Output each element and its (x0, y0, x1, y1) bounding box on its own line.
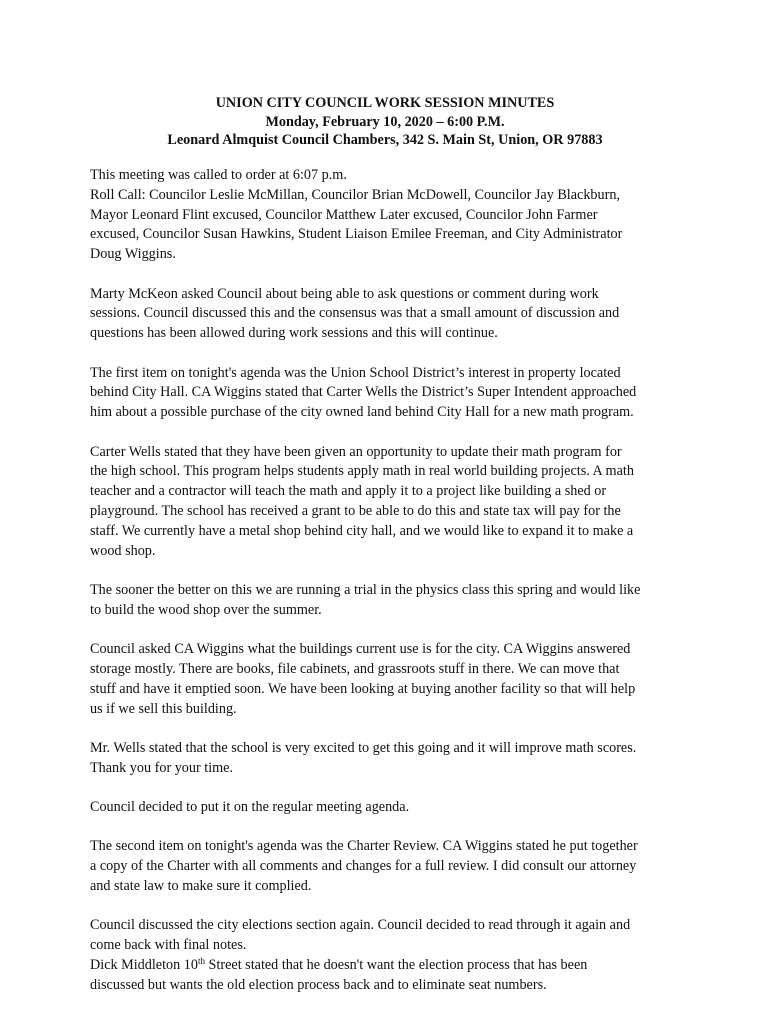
text-line: The second item on tonight's agenda was the Charter Review. CA Wiggins stated he put together (90, 838, 638, 855)
text-line: wood shop. (90, 542, 156, 559)
paragraph-first-item (90, 364, 690, 423)
text-line: The sooner the better on this we are running a trial in the physics class this spring and would like (90, 581, 641, 598)
middleton-text-start: Dick Middleton 10 (90, 957, 198, 974)
text-line: Thank you for your time. (90, 759, 234, 776)
paragraph-roll-call (90, 166, 690, 265)
text-line: Council asked CA Wiggins what the buildings current use is for the city. CA Wiggins answered (90, 641, 631, 658)
text-line: playground. The school has received a grant to be able to do this and state tax will pay for the (90, 502, 621, 519)
text-line: a copy of the Charter with all comments and changes for a full review. I did consult our attorney (90, 858, 637, 875)
paragraph-charter-review (90, 837, 690, 896)
paragraph-trial (90, 581, 690, 621)
text-line: the high school. This program helps students apply math in real world building projects. A math (90, 463, 634, 480)
paragraph-elections (90, 916, 690, 995)
text-line: him about a possible purchase of the city owned land behind City Hall for a new math program. (90, 404, 634, 421)
text-line: Roll Call: Councilor Leslie McMillan, Councilor Brian McDowell, Councilor Jay Blackburn, (90, 186, 620, 203)
text-line: and state law to make sure it complied. (90, 878, 312, 895)
document-title: UNION CITY COUNCIL WORK SESSION MINUTES (215, 95, 555, 111)
paragraph-public-comment (90, 285, 690, 344)
text-line: excused, Councilor Susan Hawkins, Student Liaison Emilee Freeman, and City Administrator (90, 226, 623, 243)
paragraph-wells-thanks (90, 739, 690, 779)
text-line: Carter Wells stated that they have been given an opportunity to update their math program for (90, 443, 622, 460)
paragraph-council-decision (90, 798, 690, 818)
minutes-header (60, 94, 710, 150)
text-line: Doug Wiggins. (90, 246, 176, 263)
text-line: Council decided to put it on the regular meeting agenda. (90, 799, 410, 816)
text-line: Mr. Wells stated that the school is very excited to get this going and it will improve math scores. (90, 739, 637, 756)
text-line: Marty McKeon asked Council about being able to ask questions or comment during work (90, 285, 599, 302)
paragraph-math-program (90, 443, 690, 562)
minutes-body (90, 166, 690, 996)
text-line: come back with final notes. (90, 937, 247, 954)
text-line: This meeting was called to order at 6:07 p.m. (90, 167, 347, 183)
paragraph-building-use (90, 640, 690, 719)
text-line: questions has been allowed during work sessions and this will continue. (90, 325, 498, 342)
text-line: staff. We currently have a metal shop behind city hall, and we would like to expand it to make a (90, 522, 634, 539)
text-line-middleton (90, 956, 690, 976)
text-line: storage mostly. There are books, file cabinets, and grassroots stuff in there. We can move that (90, 660, 620, 677)
meeting-location: Leonard Almquist Council Chambers, 342 S. Main St, Union, OR 97883 (167, 132, 603, 148)
ordinal-suffix: th (197, 956, 205, 967)
text-line: discussed but wants the old election process back and to eliminate seat numbers. (90, 976, 547, 993)
text-line: behind City Hall. CA Wiggins stated that Carter Wells the District’s Super Intendent approached (90, 384, 637, 401)
text-line: teacher and a contractor will teach the math and apply it to a project like building a shed or (90, 483, 607, 500)
text-line: The first item on tonight's agenda was the Union School District’s interest in property located (90, 364, 621, 381)
text-line: us if we sell this building. (90, 700, 237, 717)
middleton-text-end: Street stated that he doesn't want the election process that has been (205, 957, 588, 974)
text-line: Council discussed the city elections section again. Council decided to read through it again and (90, 917, 631, 934)
text-line: Mayor Leonard Flint excused, Councilor Matthew Later excused, Councilor John Farmer (90, 206, 598, 223)
text-line: stuff and have it emptied soon. We have been looking at buying another facility so that will help (90, 680, 636, 697)
text-line: sessions. Council discussed this and the consensus was that a small amount of discussion and (90, 305, 620, 322)
text-line: to build the wood shop over the summer. (90, 601, 322, 618)
meeting-date-time: Monday, February 10, 2020 – 6:00 P.M. (265, 113, 505, 130)
